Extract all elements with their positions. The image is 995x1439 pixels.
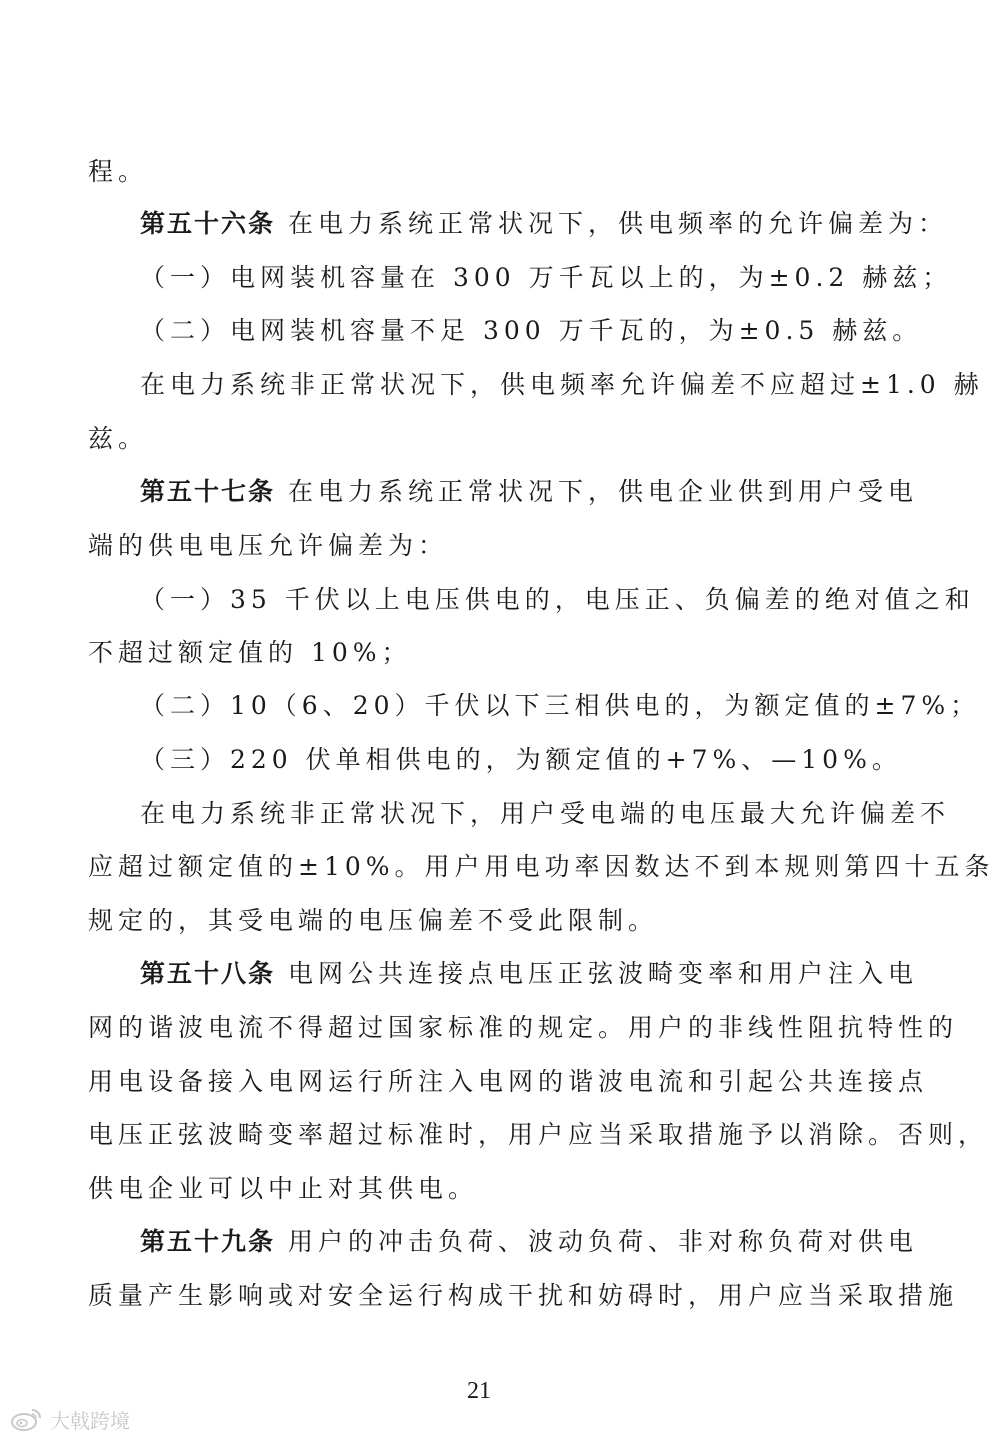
line-text: 电网公共连接点电压正弦波畸变率和用户注入电	[287, 959, 918, 988]
text-line: 质量产生影响或对安全运行构成干扰和妨碍时，用户应当采取措施	[88, 1281, 959, 1310]
text-line: （一）35 千伏以上电压供电的，电压正、负偏差的绝对值之和	[140, 585, 975, 614]
text-line: 用电设备接入电网运行所注入电网的谐波电流和引起公共连接点	[88, 1067, 929, 1096]
watermark-text: 大戟跨境	[50, 1408, 130, 1433]
text-line: （二）电网装机容量不足 300 万千瓦的，为±0.5 赫兹。	[140, 316, 923, 345]
text-line: 规定的，其受电端的电压偏差不受此限制。	[88, 906, 659, 935]
text-line: 供电企业可以中止对其供电。	[88, 1174, 479, 1203]
article-heading: 第五十八条	[140, 959, 276, 988]
article-heading: 第五十七条	[140, 477, 276, 506]
text-line: （一）电网装机容量在 300 万千瓦以上的，为±0.2 赫兹；	[140, 263, 953, 292]
text-line: （二）10（6、20）千伏以下三相供电的，为额定值的±7%；	[140, 691, 981, 720]
article-heading: 第五十六条	[140, 209, 276, 238]
text-line: 网的谐波电流不得超过国家标准的规定。用户的非线性阻抗特性的	[88, 1013, 959, 1042]
weibo-icon	[10, 1406, 44, 1432]
line-text: 在电力系统正常状况下，供电频率的允许偏差为：	[287, 209, 948, 238]
article-58-line	[140, 957, 918, 991]
text-line: 不超过额定值的 10%；	[88, 638, 412, 667]
article-heading: 第五十九条	[140, 1227, 276, 1256]
text-line: 应超过额定值的±10%。用户用电功率因数达不到本规则第四十五条	[88, 852, 995, 881]
text-line: 程。	[88, 157, 149, 186]
text-line: 在电力系统非正常状况下，用户受电端的电压最大允许偏差不	[140, 799, 951, 828]
text-line: 端的供电电压允许偏差为：	[88, 531, 449, 560]
text-line: 电压正弦波畸变率超过标准时，用户应当采取措施予以消除。否则，	[88, 1120, 989, 1149]
text-line: 兹。	[88, 424, 149, 453]
watermark	[10, 1404, 130, 1434]
line-text: 在电力系统正常状况下，供电企业供到用户受电	[287, 477, 918, 506]
page-number: 21	[467, 1378, 491, 1404]
text-line: （三）220 伏单相供电的，为额定值的+7%、—10%。	[140, 745, 902, 774]
article-56-line	[140, 207, 948, 241]
text-line: 在电力系统非正常状况下，供电频率允许偏差不应超过±1.0 赫	[140, 370, 984, 399]
article-57-line	[140, 475, 918, 509]
article-59-line	[140, 1225, 918, 1259]
line-text: 用户的冲击负荷、波动负荷、非对称负荷对供电	[287, 1227, 918, 1256]
